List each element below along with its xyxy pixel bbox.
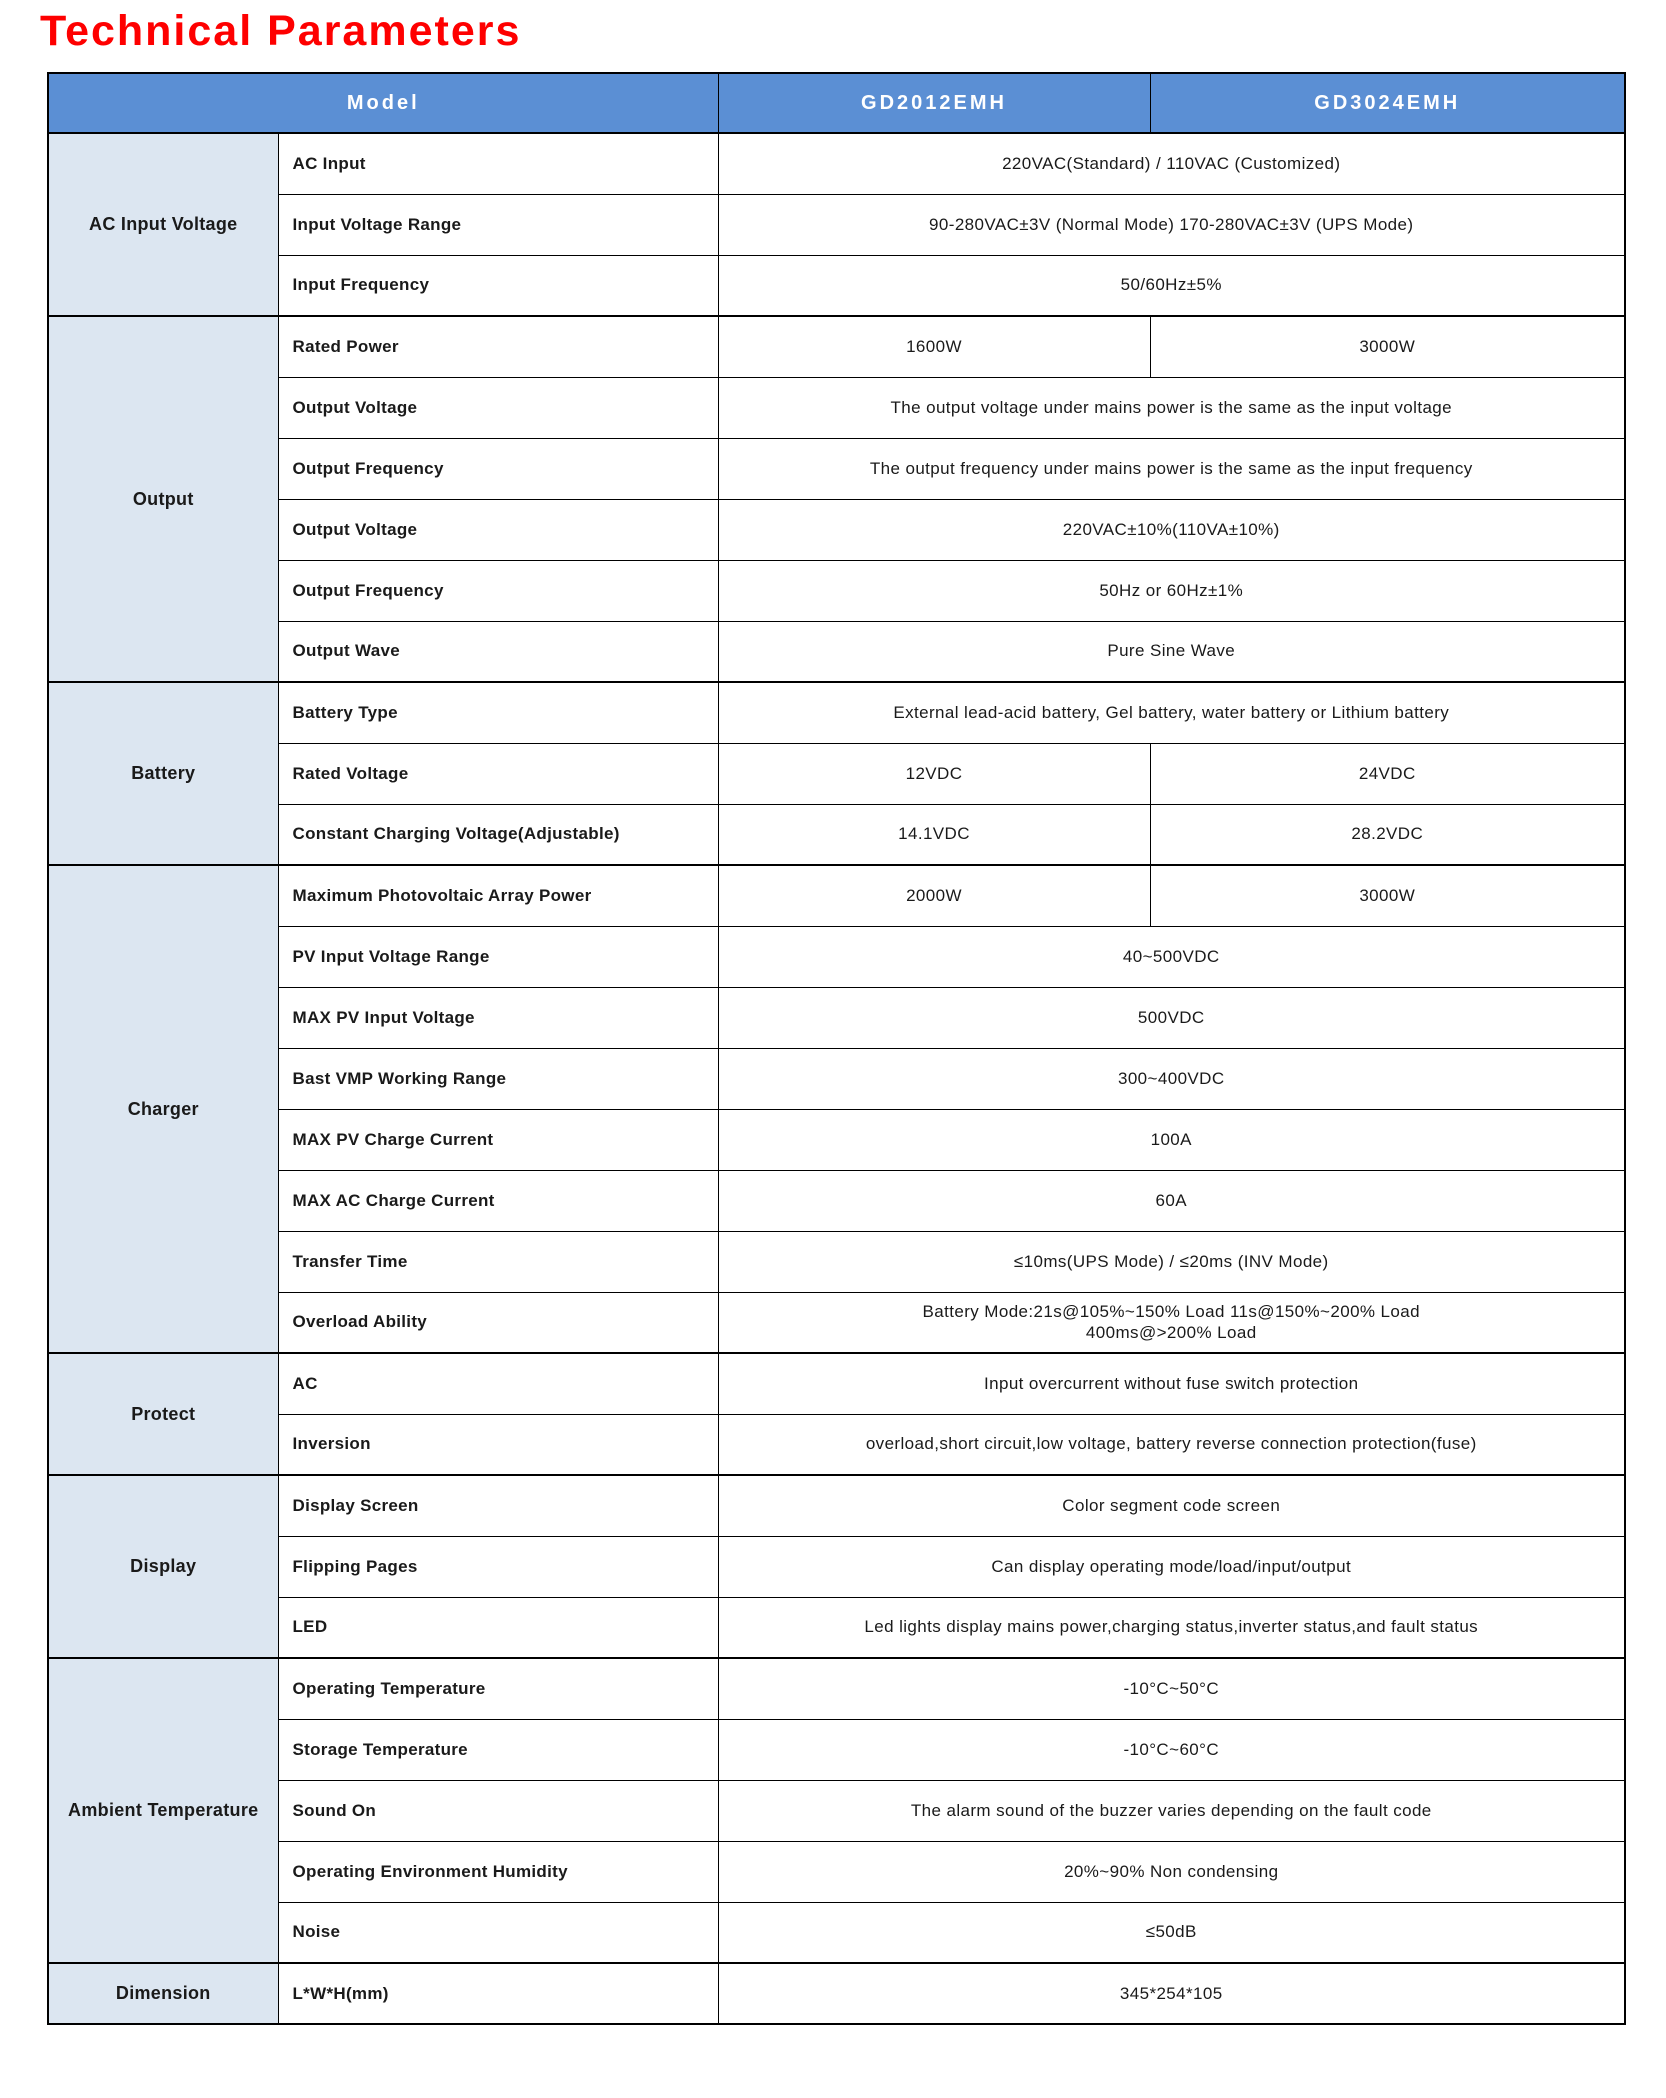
table-row (48, 1902, 1625, 1963)
param-cell: MAX PV Input Voltage (278, 987, 718, 1048)
param-cell: Rated Power (278, 316, 718, 377)
table-row (48, 1048, 1625, 1109)
value-cell: The alarm sound of the buzzer varies depending on the fault code (718, 1780, 1625, 1841)
param-cell: Output Voltage (278, 377, 718, 438)
table-row (48, 438, 1625, 499)
category-battery: Battery (48, 682, 278, 865)
category-output: Output (48, 316, 278, 682)
value-cell: -10°C~50°C (718, 1658, 1625, 1719)
value-cell: 300~400VDC (718, 1048, 1625, 1109)
value-cell: ≤50dB (718, 1902, 1625, 1963)
param-cell: MAX AC Charge Current (278, 1170, 718, 1231)
table-row (48, 1597, 1625, 1658)
value-cell: The output frequency under mains power is the same as the input frequency (718, 438, 1625, 499)
param-cell: MAX PV Charge Current (278, 1109, 718, 1170)
value-cell: 90-280VAC±3V (Normal Mode) 170-280VAC±3V (UPS Mode) (718, 194, 1625, 255)
param-cell: LED (278, 1597, 718, 1658)
category-charger: Charger (48, 865, 278, 1353)
model-column-header: Model (48, 73, 718, 133)
header-row (48, 73, 1625, 133)
value-cell: 220VAC±10%(110VA±10%) (718, 499, 1625, 560)
table-row (48, 1841, 1625, 1902)
value-cell: The output voltage under mains power is the same as the input voltage (718, 377, 1625, 438)
param-cell: Transfer Time (278, 1231, 718, 1292)
value-line: Battery Mode:21s@105%~150% Load 11s@150%~200% Load (922, 1302, 1420, 1322)
param-cell: Operating Temperature (278, 1658, 718, 1719)
value-cell: Can display operating mode/load/input/output (718, 1536, 1625, 1597)
param-cell: Overload Ability (278, 1292, 718, 1353)
param-cell: Constant Charging Voltage(Adjustable) (278, 804, 718, 865)
table-row (48, 255, 1625, 316)
table-row (48, 1780, 1625, 1841)
value-cell: 24VDC (1150, 743, 1625, 804)
table-row (48, 743, 1625, 804)
table-row (48, 804, 1625, 865)
category-ac-input-voltage: AC Input Voltage (48, 133, 278, 316)
table-row (48, 1536, 1625, 1597)
value-cell: 3000W (1150, 316, 1625, 377)
value-cell: 100A (718, 1109, 1625, 1170)
value-cell: 20%~90% Non condensing (718, 1841, 1625, 1902)
table-row (48, 987, 1625, 1048)
table-row (48, 194, 1625, 255)
table-row (48, 1292, 1625, 1353)
param-cell: Battery Type (278, 682, 718, 743)
param-cell: Sound On (278, 1780, 718, 1841)
table-row (48, 621, 1625, 682)
value-cell (718, 1292, 1625, 1353)
param-cell: Output Wave (278, 621, 718, 682)
param-cell: Output Voltage (278, 499, 718, 560)
model-gd2012emh-header: GD2012EMH (718, 73, 1150, 133)
value-cell: Pure Sine Wave (718, 621, 1625, 682)
param-cell: L*W*H(mm) (278, 1963, 718, 2024)
param-cell: Input Frequency (278, 255, 718, 316)
value-cell: Color segment code screen (718, 1475, 1625, 1536)
page-title: Technical Parameters (40, 7, 522, 55)
param-cell: Flipping Pages (278, 1536, 718, 1597)
value-cell: 12VDC (718, 743, 1150, 804)
table-row (48, 1353, 1625, 1414)
value-cell: 345*254*105 (718, 1963, 1625, 2024)
value-cell: 50/60Hz±5% (718, 255, 1625, 316)
table-row (48, 316, 1625, 377)
table-row (48, 865, 1625, 926)
table-row (48, 1109, 1625, 1170)
param-cell: Output Frequency (278, 560, 718, 621)
value-cell: 50Hz or 60Hz±1% (718, 560, 1625, 621)
value-cell: 1600W (718, 316, 1150, 377)
table-row (48, 1170, 1625, 1231)
param-cell: Storage Temperature (278, 1719, 718, 1780)
table-row (48, 682, 1625, 743)
value-cell: 28.2VDC (1150, 804, 1625, 865)
table-row (48, 560, 1625, 621)
table-row (48, 1658, 1625, 1719)
param-cell: Inversion (278, 1414, 718, 1475)
param-cell: Input Voltage Range (278, 194, 718, 255)
value-cell: 14.1VDC (718, 804, 1150, 865)
category-ambient-temperature: Ambient Temperature (48, 1658, 278, 1963)
value-cell: 2000W (718, 865, 1150, 926)
table-row (48, 133, 1625, 194)
param-cell: Operating Environment Humidity (278, 1841, 718, 1902)
table-row (48, 499, 1625, 560)
value-cell: -10°C~60°C (718, 1719, 1625, 1780)
table-row (48, 1231, 1625, 1292)
category-display: Display (48, 1475, 278, 1658)
value-cell: Input overcurrent without fuse switch protection (718, 1353, 1625, 1414)
value-cell: 60A (718, 1170, 1625, 1231)
value-cell: 40~500VDC (718, 926, 1625, 987)
table-row (48, 926, 1625, 987)
value-cell: ≤10ms(UPS Mode) / ≤20ms (INV Mode) (718, 1231, 1625, 1292)
value-cell: 220VAC(Standard) / 110VAC (Customized) (718, 133, 1625, 194)
table-row (48, 377, 1625, 438)
model-gd3024emh-header: GD3024EMH (1150, 73, 1625, 133)
param-cell: AC (278, 1353, 718, 1414)
table-row (48, 1475, 1625, 1536)
spec-table (47, 72, 1626, 2025)
value-cell: 500VDC (718, 987, 1625, 1048)
value-cell: overload,short circuit,low voltage, battery reverse connection protection(fuse) (718, 1414, 1625, 1475)
value-cell: Led lights display mains power,charging status,inverter status,and fault status (718, 1597, 1625, 1658)
param-cell: Noise (278, 1902, 718, 1963)
category-protect: Protect (48, 1353, 278, 1475)
param-cell: Bast VMP Working Range (278, 1048, 718, 1109)
param-cell: PV Input Voltage Range (278, 926, 718, 987)
value-cell: External lead-acid battery, Gel battery, water battery or Lithium battery (718, 682, 1625, 743)
table-row (48, 1963, 1625, 2024)
param-cell: Rated Voltage (278, 743, 718, 804)
param-cell: AC Input (278, 133, 718, 194)
table-row (48, 1414, 1625, 1475)
param-cell: Display Screen (278, 1475, 718, 1536)
table-row (48, 1719, 1625, 1780)
param-cell: Output Frequency (278, 438, 718, 499)
category-dimension: Dimension (48, 1963, 278, 2024)
value-line: 400ms@>200% Load (1085, 1323, 1257, 1343)
param-cell: Maximum Photovoltaic Array Power (278, 865, 718, 926)
value-cell: 3000W (1150, 865, 1625, 926)
